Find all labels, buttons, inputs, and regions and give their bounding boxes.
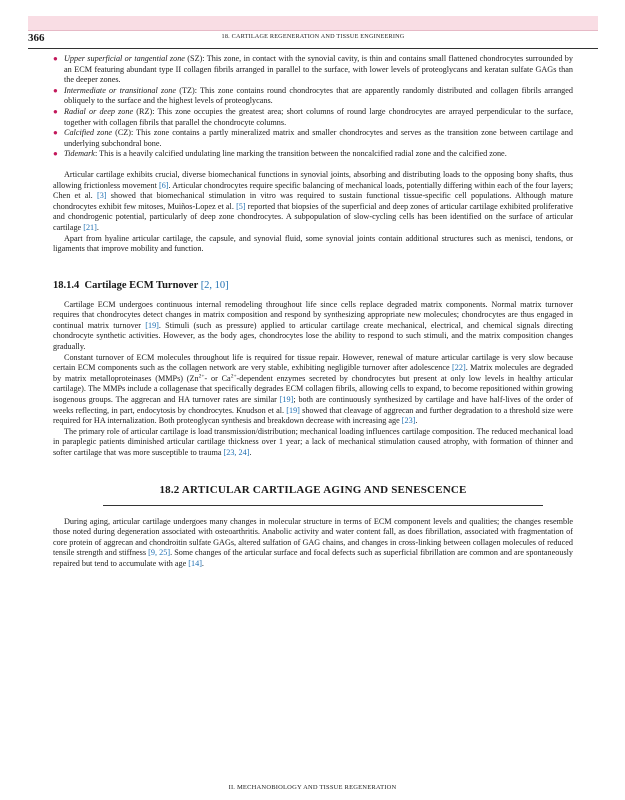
paragraph-mechanical-load: The primary role of articular cartilage is load transmission/distribution; mechanical loading influences cartilage composition. The reduced mechanical load in paraplegic patients diminished articular cartilage thickness over 1 year; a lack of mechanical stimulation caused atrophy, with formation of thinner and softer cartilage that was more susceptible to trauma [23, 24].	[53, 426, 573, 457]
bullet-icon: ●	[53, 149, 58, 159]
zone-text: (TZ): This zone contains round chondrocytes that are apparently randomly distributed and collagen fibrils arranged obliquely to the surface and the highest levels of proteoglycans.	[64, 85, 573, 106]
zone-text: : This is a heavily calcified undulating line marking the transition between the noncalcified radial zone and the calcified zone.	[94, 149, 507, 159]
top-color-band	[28, 16, 598, 31]
list-item	[53, 86, 573, 107]
bullet-icon: ●	[53, 85, 58, 95]
page-header	[28, 32, 598, 46]
section-rule	[103, 505, 543, 506]
paragraph-biomechanics: Articular cartilage exhibits crucial, diverse biomechanical functions in synovial joints, absorbing and distributing loads to the opposing bony shafts, thus allowing frictionless movement [6]. Articular chondrocytes require specific balancing of mechanical loads, potentially differing within each of the four layers; Chen et al. [3] showed that biomechanical stimulation in vitro was required to sustain functional tissue-specific cell populations. Although mature chondrocytes exhibit few mitoses, Muiños-Lopez et al. [5] reported that biopsies of the superficial and deep zones of articular cartilage exhibited proliferative and chondrogenic potential, particularly of deep zone chondrocytes. A subpopulation of slow-cycling cells has been identified on the surface of articular cartilage [21].	[53, 169, 573, 232]
paragraph-joint-structures: Apart from hyaline articular cartilage, the capsule, and synovial fluid, some synovial joints contain additional structures such as menisci, tendons, or ligaments that improve mobility and function.	[53, 233, 573, 254]
citation-link[interactable]: [5]	[236, 201, 246, 211]
paragraph-turnover-intro: Cartilage ECM undergoes continuous internal remodeling throughout life since cells replace degraded matrix components. Normal matrix turnover requires that chondrocytes detect changes in matrix composition and respond by synthesizing appropriate new molecules; chondrocytes are thus engaged in continual matrix turnover [19]. Stimuli (such as pressure) applied to articular cartilage create mechanical, electrical, and chemical signals directing chondrocyte synthetic activities. However, as the body ages, chondrocytes lose the ability to respond to such stimuli, and the matrix composition changes gradually.	[53, 299, 573, 352]
list-item	[53, 128, 573, 149]
citation-link[interactable]: [19]	[145, 320, 159, 330]
zone-text: (RZ): This zone occupies the greatest area; short columns of round large chondrocytes are arrayed perpendicular to the surface, together with collagen fibrils that parallel the chondrocyte columns.	[64, 106, 573, 127]
list-item	[53, 107, 573, 128]
header-rule	[28, 48, 598, 49]
zone-term: Calcified zone	[64, 128, 113, 138]
list-item	[53, 149, 573, 160]
paragraph-turnover-constant: Constant turnover of ECM molecules throughout life is required for tissue repair. However, renewal of mature articular cartilage is very slow because certain ECM components such as the collagen network are very stable, exhibiting negligible turnover after adolescence [22]. Matrix molecules are degraded by matrix metalloproteinases (MMPs) ($Zn^{2+}-$ or $Ca^{2+}$-dependent enzymes secreted by chondrocytes but present at only low levels in healthy articular cartilage). The MMPs include a collagenase that specifically degrades ECM collagen fibrils, allowing cells to expand, to become repositioned within growing isogenous groups. The aggrecan and HA turnover rates are similar [19]; both are continuously synthesized by cartilage and have half-lives of the order of weeks reflecting, in part, endocytosis by chondrocytes. Knudson et al. [19] showed that cleavage of aggrecan and further degradation to a threshold size were required for HA internalization. Both proteoglycan synthesis and breakdown decrease with increasing age [23].	[53, 352, 573, 426]
paragraph-aging: During aging, articular cartilage undergoes many changes in molecular structure in terms of ECM component levels and qualities; the changes resemble those noted during degeneration associated with osteoarthritis. Anabolic activity and water content fall, as does fibrillation, associated with fragmentation of core protein of aggrecan and chondroitin sulfate GAGs, altered sulfation of GAG chains, and changes in cross-linking between collagen molecules of reduced tensile strength and stiffness [9, 25]. Some changes of the articular surface and focal defects such as superficial fibrillation are common and are spontaneously repaired but tend to accumulate with age [14].	[53, 516, 574, 568]
zone-text: (CZ): This zone contains a partly mineralized matrix and smaller chondrocytes and serves as the transition zone between cartilage and underlying subchondral bone.	[64, 128, 573, 148]
citation-link[interactable]: [23]	[401, 416, 416, 426]
citation-link[interactable]: [9, 25]	[148, 548, 171, 558]
bullet-icon: ●	[53, 128, 58, 138]
zone-term: Intermediate or transitional zone	[64, 85, 177, 95]
bullet-icon: ●	[53, 54, 58, 63]
citation-link[interactable]: [14]	[188, 558, 202, 568]
page-body	[53, 54, 573, 570]
zone-term: Radial or deep zone	[64, 106, 134, 116]
zone-text: (SZ): This zone, in contact with the synovial cavity, is thin and contains small flattened chondrocytes surrounded by an ECM featuring abundant type II collagen fibrils arranged in parallel to the surface, with lower levels of proteoglycans and keratan sulfate GAGs than the deeper zones.	[64, 54, 573, 85]
zone-term: Upper superficial or tangential zone	[64, 54, 185, 63]
page-footer: II. MECHANOBIOLOGY AND TISSUE REGENERATION	[228, 784, 397, 791]
zone-term: Tidemark	[64, 149, 95, 159]
running-head: 18. CARTILAGE REGENERATION AND TISSUE ENGINEERING	[221, 33, 405, 40]
section-heading-block	[53, 483, 573, 509]
page-number: 366	[28, 32, 45, 44]
list-item	[53, 54, 573, 86]
citation-link[interactable]: [23, 24]	[223, 448, 250, 457]
citation-link[interactable]: [6]	[158, 180, 169, 190]
citation-link[interactable]: [3]	[96, 191, 107, 201]
citation-link[interactable]: [2, 10]	[200, 279, 229, 291]
subsection-heading: 18.1.4 Cartilage ECM Turnover [2, 10]	[53, 279, 229, 291]
citation-link[interactable]: [19]	[279, 395, 294, 405]
citation-link[interactable]: [19]	[286, 405, 300, 415]
citation-link[interactable]: [22]	[452, 363, 466, 373]
citation-link[interactable]: [21]	[83, 222, 97, 232]
section-heading: 18.2 ARTICULAR CARTILAGE AGING AND SENESCENCE	[159, 483, 467, 496]
zone-list	[53, 54, 573, 160]
bullet-icon: ●	[53, 106, 58, 116]
